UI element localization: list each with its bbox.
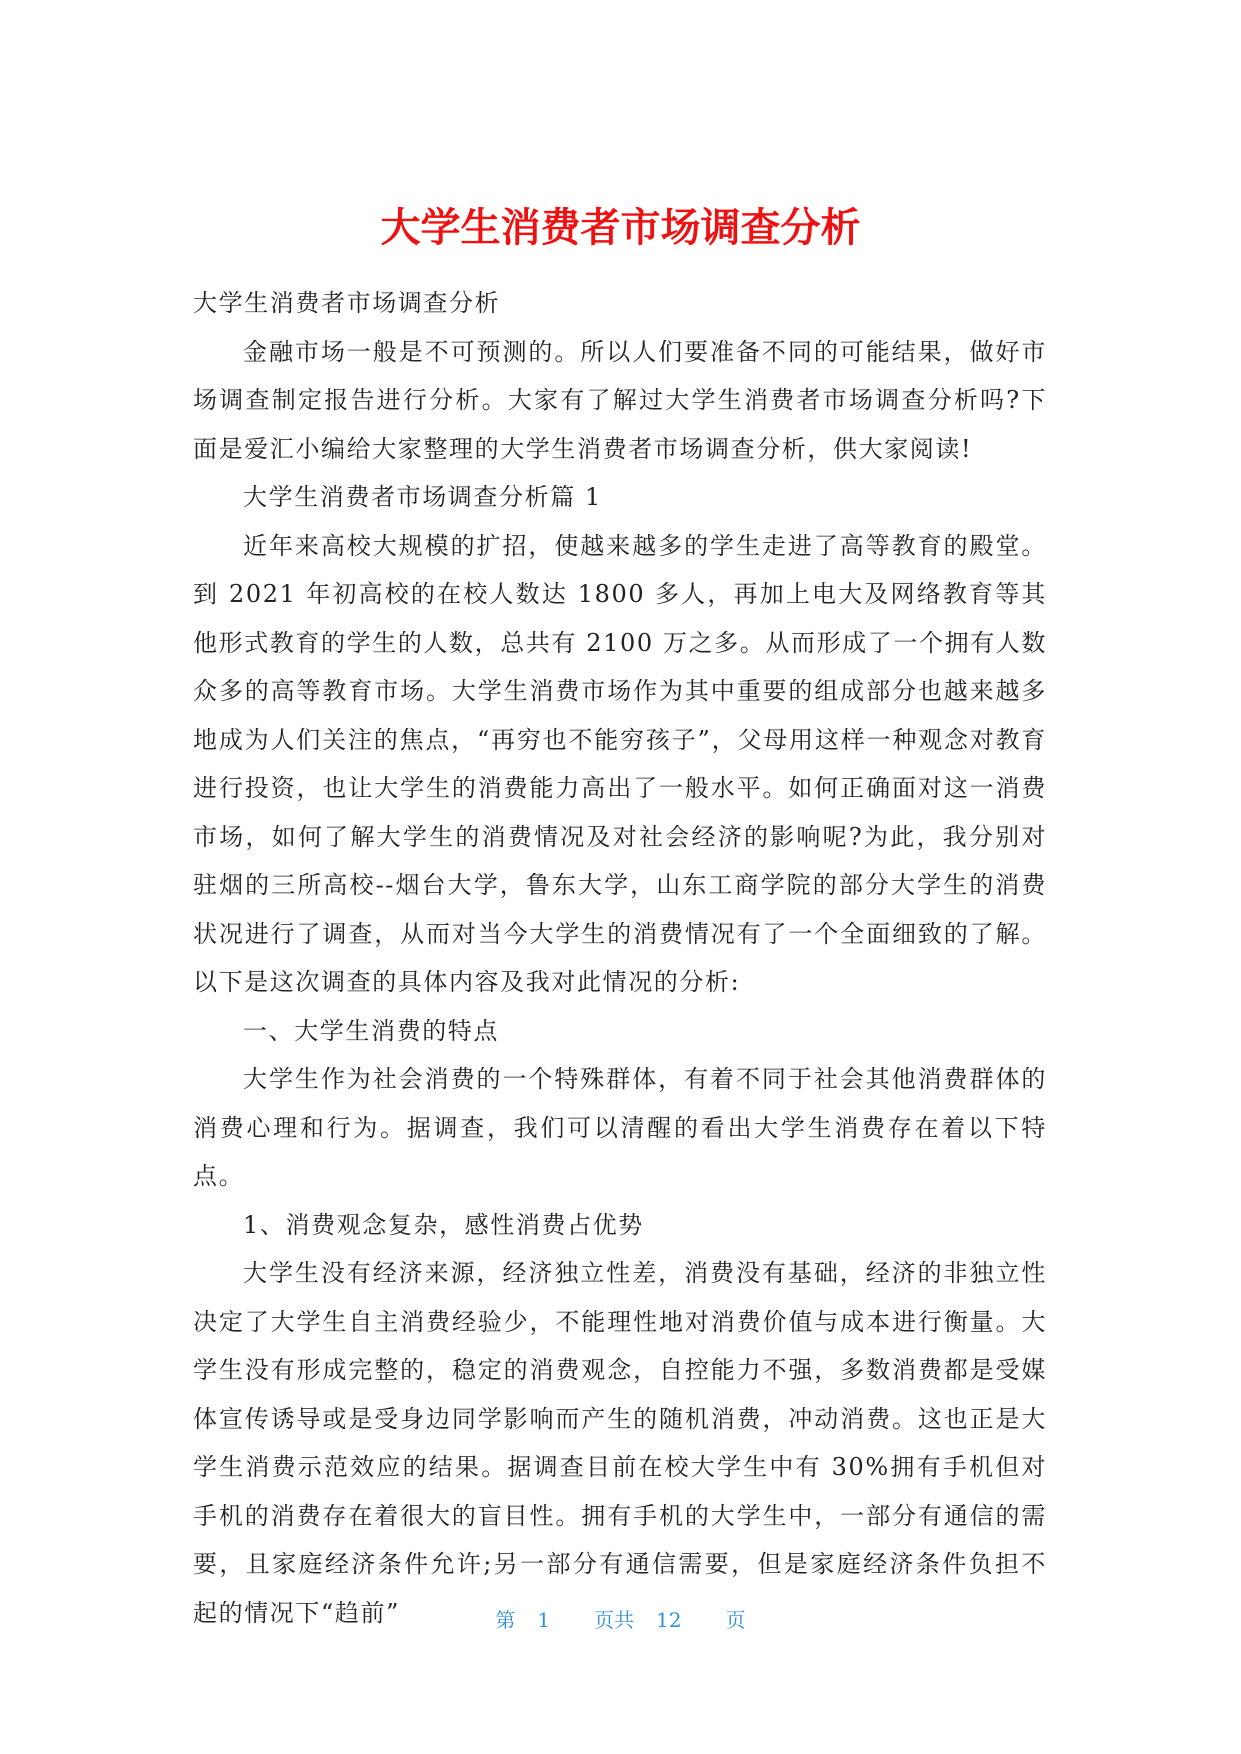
section-heading: 一、大学生消费的特点 bbox=[243, 1016, 499, 1045]
document-title: 大学生消费者市场调查分析 bbox=[380, 205, 861, 251]
page-footer bbox=[0, 1605, 1241, 1635]
footer-page-number: 1 bbox=[537, 1608, 551, 1632]
subsection-heading: 1、消费观念复杂，感性消费占优势 bbox=[243, 1210, 644, 1239]
body-paragraph: 金融市场一般是不可预测的。所以人们要准备不同的可能结果，做好市场调查制定报告进行分析。大家有了解过大学生消费者市场调查分析吗?下面是爱汇小编给大家整理的大学生消费者市场调查分析，供大家阅读! bbox=[193, 337, 1047, 463]
body-paragraph: 大学生没有经济来源，经济独立性差，消费没有基础，经济的非独立性决定了大学生自主消费经验少，不能理性地对消费价值与成本进行衡量。大学生没有形成完整的，稳定的消费观念，自控能力不强，多数消费都是受媒体宣传诱导或是受身边同学影响而产生的随机消费，冲动消费。这也正是大学生消费示范效应的结果。据调查目前在校大学生中有 30%拥有手机但对手机的消费存在着很大的盲目性。拥有手机的大学生中，一部分有通信的需要，且家庭经济条件允许;另一部分有通信需要，但是家庭经济条件负担不起的情况下“趋前” bbox=[193, 1259, 1047, 1627]
body-paragraph: 近年来高校大规模的扩招，使越来越多的学生走进了高等教育的殿堂。到 2021 年初高校的在校人数达 1800 多人，再加上电大及网络教育等其他形式教育的学生的人数，总共有 2100 万之多。从而形成了一个拥有人数众多的高等教育市场。大学生消费市场作为其中重要的组成部分也越来越多地成为人们关注的焦点，“再穷也不能穷孩子”，父母用这样一种观念对教育进行投资，也让大学生的消费能力高出了一般水平。如何正确面对这一消费市场，如何了解大学生的消费情况及对社会经济的影响呢?为此，我分别对驻烟的三所高校--烟台大学，鲁东大学，山东工商学院的部分大学生的消费状况进行了调查，从而对当今大学生的消费情况有了一个全面细致的了解。以下是这次调查的具体内容及我对此情况的分析: bbox=[193, 531, 1047, 996]
footer-total-pages: 12 bbox=[656, 1608, 682, 1632]
body-paragraph: 大学生消费者市场调查分析 bbox=[193, 289, 501, 317]
footer-suffix: 页 bbox=[725, 1608, 746, 1632]
document-body bbox=[193, 279, 1047, 1637]
footer-middle: 页共 bbox=[594, 1608, 635, 1632]
section-heading: 大学生消费者市场调查分析篇 1 bbox=[243, 483, 602, 511]
body-paragraph: 大学生作为社会消费的一个特殊群体，有着不同于社会其他消费群体的消费心理和行为。据调查，我们可以清醒的看出大学生消费存在着以下特点。 bbox=[193, 1065, 1047, 1190]
footer-prefix: 第 bbox=[495, 1608, 516, 1632]
